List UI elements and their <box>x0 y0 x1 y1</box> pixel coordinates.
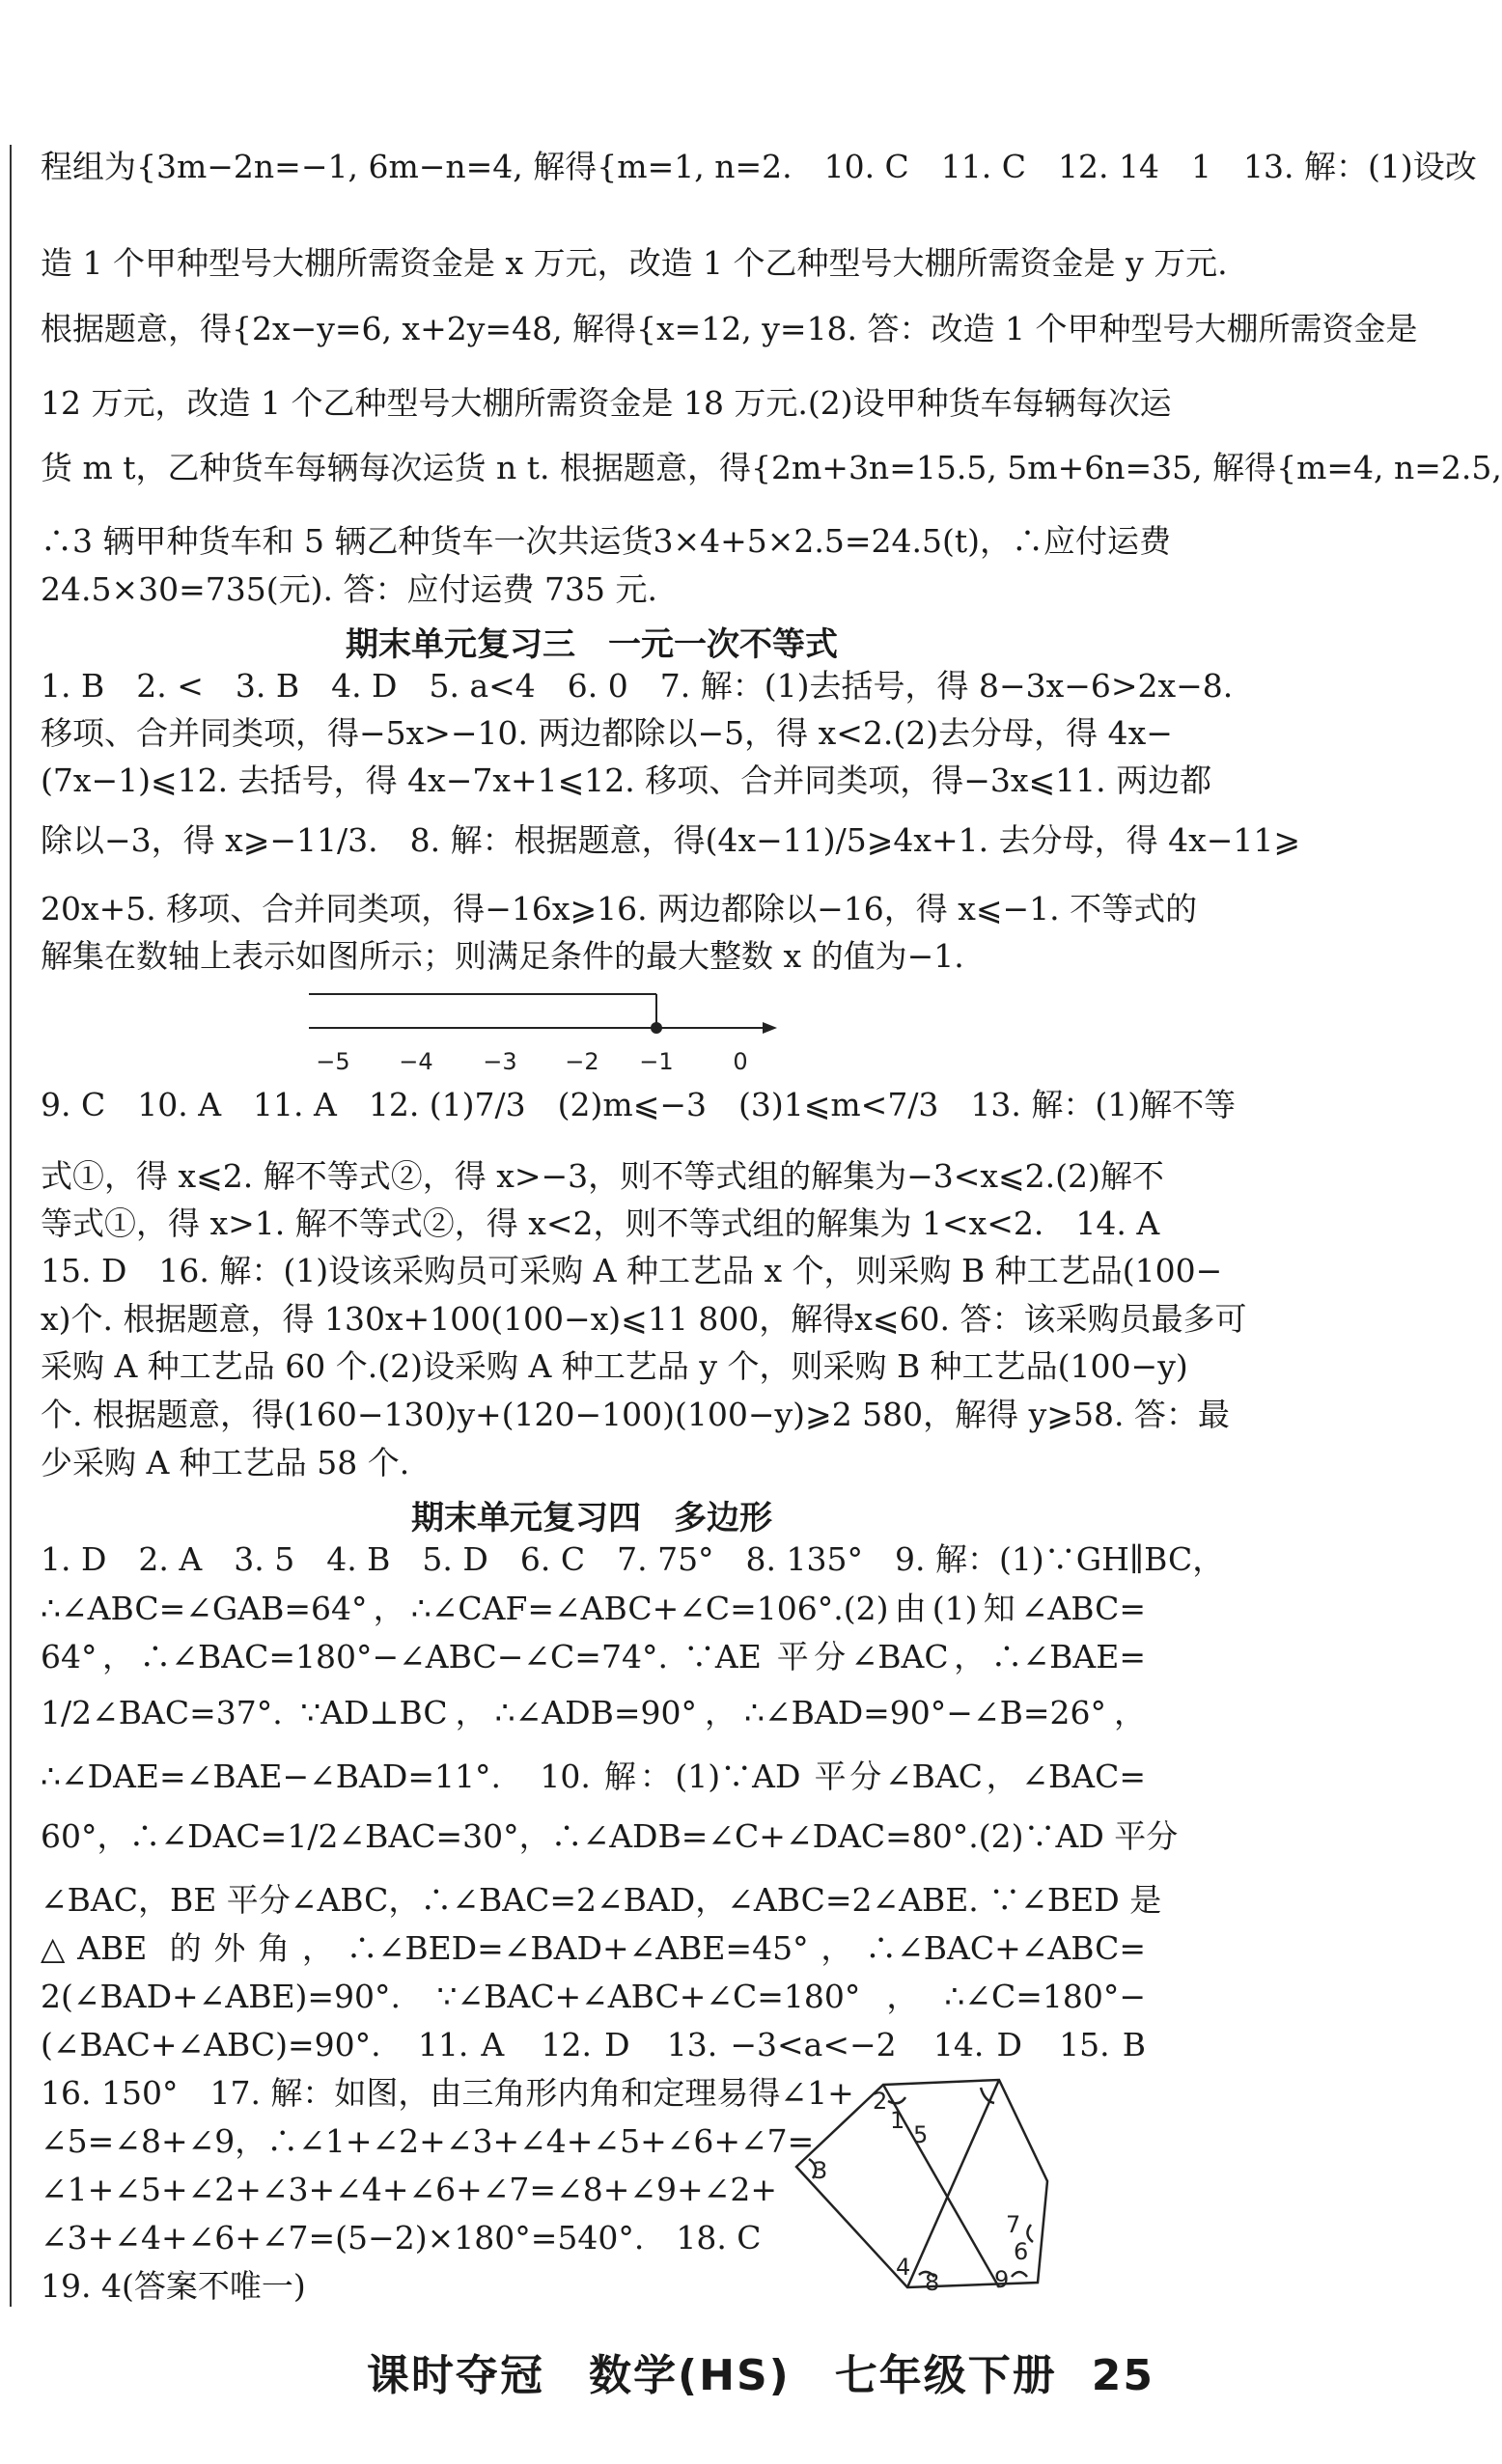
text-line: ∠5=∠8+∠9，∴∠1+∠2+∠3+∠4+∠5+∠6+∠7= <box>41 2122 815 2160</box>
text-line: 等式①，得 x>1. 解不等式②，得 x<2，则不等式组的解集为 1<x<2. 14. A <box>41 1204 1160 1242</box>
axis-tick-label: −1 <box>639 1048 674 1075</box>
text-line: 19. 4(答案不唯一) <box>41 2267 306 2305</box>
text-line: 1. B 2. < 3. B 4. D 5. a<4 6. 0 7. 解：(1)去括号，得 8−3x−6>2x−8. <box>41 667 1234 705</box>
angle-label: 9 <box>994 2266 1010 2293</box>
text-line: 造 1 个甲种型号大棚所需资金是 x 万元，改造 1 个乙种型号大棚所需资金是 y 万元. <box>41 244 1228 282</box>
text-line: 1. D 2. A 3. 5 4. B 5. D 6. C 7. 75° 8. 135° 9. 解：(1)∵GH∥BC， <box>41 1540 1225 1578</box>
text-line: 个. 根据题意，得(160−130)y+(120−100)(100−y)⩾2 580，解得 y⩾58. 答：最 <box>41 1396 1230 1433</box>
text-line: 15. D 16. 解：(1)设该采购员可采购 A 种工艺品 x 个，则采购 B 种工艺品(100− <box>41 1252 1223 1289</box>
text-line: x)个. 根据题意，得 130x+100(100−x)⩽11 800，解得x⩽60. 答：该采购员最多可 <box>41 1300 1247 1338</box>
text-line: 采购 A 种工艺品 60 个.(2)设采购 A 种工艺品 y 个，则采购 B 种工艺品(100−y) <box>41 1347 1188 1385</box>
text-line: 2(∠BAD+∠ABE)=90°. ∵∠BAC+∠ABC+∠C=180°，∴∠C=180°− <box>41 1978 1146 2015</box>
axis-tick-label: −5 <box>316 1048 350 1075</box>
angle-label: 8 <box>925 2269 940 2296</box>
angle-label: 3 <box>813 2157 828 2184</box>
angle-label: 1 <box>890 2107 905 2134</box>
text-line: 根据题意，得{2x−y=6, x+2y=48, 解得{x=12, y=18. 答：改造 1 个甲种型号大棚所需资金是 <box>41 310 1418 347</box>
angle-label: 7 <box>1006 2211 1021 2238</box>
page-footer <box>367 2340 1154 2402</box>
text-line: 少采购 A 种工艺品 58 个. <box>41 1444 410 1481</box>
section-heading: 期末单元复习四 多边形 <box>411 1499 772 1537</box>
text-line: ∴3 辆甲种货车和 5 辆乙种货车一次共运货3×4+5×2.5=24.5(t)，∴应付运费 <box>41 522 1172 560</box>
text-line: 程组为{3m−2n=−1, 6m−n=4, 解得{m=1, n=2. 10. C 11. C 12. 14 1 13. 解：(1)设改 <box>41 148 1477 185</box>
axis-tick-label: 0 <box>733 1048 748 1075</box>
text-line: 20x+5. 移项、合并同类项，得−16x⩾16. 两边都除以−16，得 x⩽−1. 不等式的 <box>41 890 1198 927</box>
axis-tick-label: −4 <box>399 1048 433 1075</box>
text-line: (7x−1)⩽12. 去括号，得 4x−7x+1⩽12. 移项、合并同类项，得−3x⩽11. 两边都 <box>41 761 1212 799</box>
text-line: △ABE 的外角，∴∠BED=∠BAD+∠ABE=45°，∴∠BAC+∠ABC= <box>41 1929 1146 1967</box>
text-line: 24.5×30=735(元). 答：应付运费 735 元. <box>41 570 657 608</box>
angle-label: 2 <box>873 2088 888 2115</box>
text-line: 64°，∴∠BAC=180°−∠ABC−∠C=74°. ∵AE 平分∠BAC，∴∠BAE= <box>41 1638 1146 1675</box>
text-line: 16. 150° 17. 解：如图，由三角形内角和定理易得∠1+ <box>41 2074 854 2112</box>
text-line: ∠BAC，BE 平分∠ABC，∴∠BAC=2∠BAD，∠ABC=2∠ABE. ∵∠BED 是 <box>41 1881 1162 1919</box>
text-line: ∴∠DAE=∠BAE−∠BAD=11°. 10. 解：(1)∵AD 平分∠BAC，∠BAC= <box>41 1758 1146 1795</box>
text-line: 除以−3，得 x⩾−11/3. 8. 解：根据题意，得(4x−11)/5⩾4x+1. 去分母，得 4x−11⩾ <box>41 821 1300 859</box>
text-line: ∴∠ABC=∠GAB=64°，∴∠CAF=∠ABC+∠C=106°.(2)由(1)知∠ABC= <box>41 1590 1146 1627</box>
left-margin-rule <box>10 145 12 2307</box>
axis-tick-label: −2 <box>565 1048 599 1075</box>
text-line: ∠1+∠5+∠2+∠3+∠4+∠6+∠7=∠8+∠9+∠2+ <box>41 2171 777 2208</box>
number-line-figure <box>290 975 792 1081</box>
axis-tick-label: −3 <box>483 1048 517 1075</box>
section-heading: 期末单元复习三 一元一次不等式 <box>346 625 838 664</box>
text-line: 60°，∴∠DAC=1/2∠BAC=30°，∴∠ADB=∠C+∠DAC=80°.(2)∵AD 平分 <box>41 1817 1179 1855</box>
text-line: (∠BAC+∠ABC)=90°. 11. A 12. D 13. −3<a<−2 14. D 15. B <box>41 2026 1146 2063</box>
text-line: 12 万元，改造 1 个乙种型号大棚所需资金是 18 万元.(2)设甲种货车每辆每次运 <box>41 384 1172 422</box>
page-number: 25 <box>1091 2351 1154 2400</box>
polygon-angle-figure <box>792 2070 1052 2296</box>
angle-label: 5 <box>913 2121 929 2148</box>
text-line: 移项、合并同类项，得−5x>−10. 两边都除以−5，得 x<2.(2)去分母，得 4x− <box>41 714 1173 752</box>
text-line: 9. C 10. A 11. A 12. (1)7/3 (2)m⩽−3 (3)1⩽m<7/3 13. 解：(1)解不等 <box>41 1086 1237 1123</box>
text-line: 货 m t，乙种货车每辆每次运货 n t. 根据题意，得{2m+3n=15.5, 5m+6n=35, 解得{m=4, n=2.5, <box>41 449 1502 486</box>
text-line: ∠3+∠4+∠6+∠7=(5−2)×180°=540°. 18. C <box>41 2219 762 2256</box>
text-line: 式①，得 x⩽2. 解不等式②，得 x>−3，则不等式组的解集为−3<x⩽2.(2)解不 <box>41 1157 1164 1195</box>
text-line: 1/2∠BAC=37°. ∵AD⊥BC，∴∠ADB=90°，∴∠BAD=90°−∠B=26°， <box>41 1694 1146 1731</box>
angle-label: 4 <box>896 2254 911 2281</box>
angle-label: 6 <box>1014 2238 1029 2265</box>
text-line: 解集在数轴上表示如图所示；则满足条件的最大整数 x 的值为−1. <box>41 937 964 975</box>
footer-book-title: 课时夺冠 数学(HS) 七年级下册 <box>367 2351 1057 2400</box>
